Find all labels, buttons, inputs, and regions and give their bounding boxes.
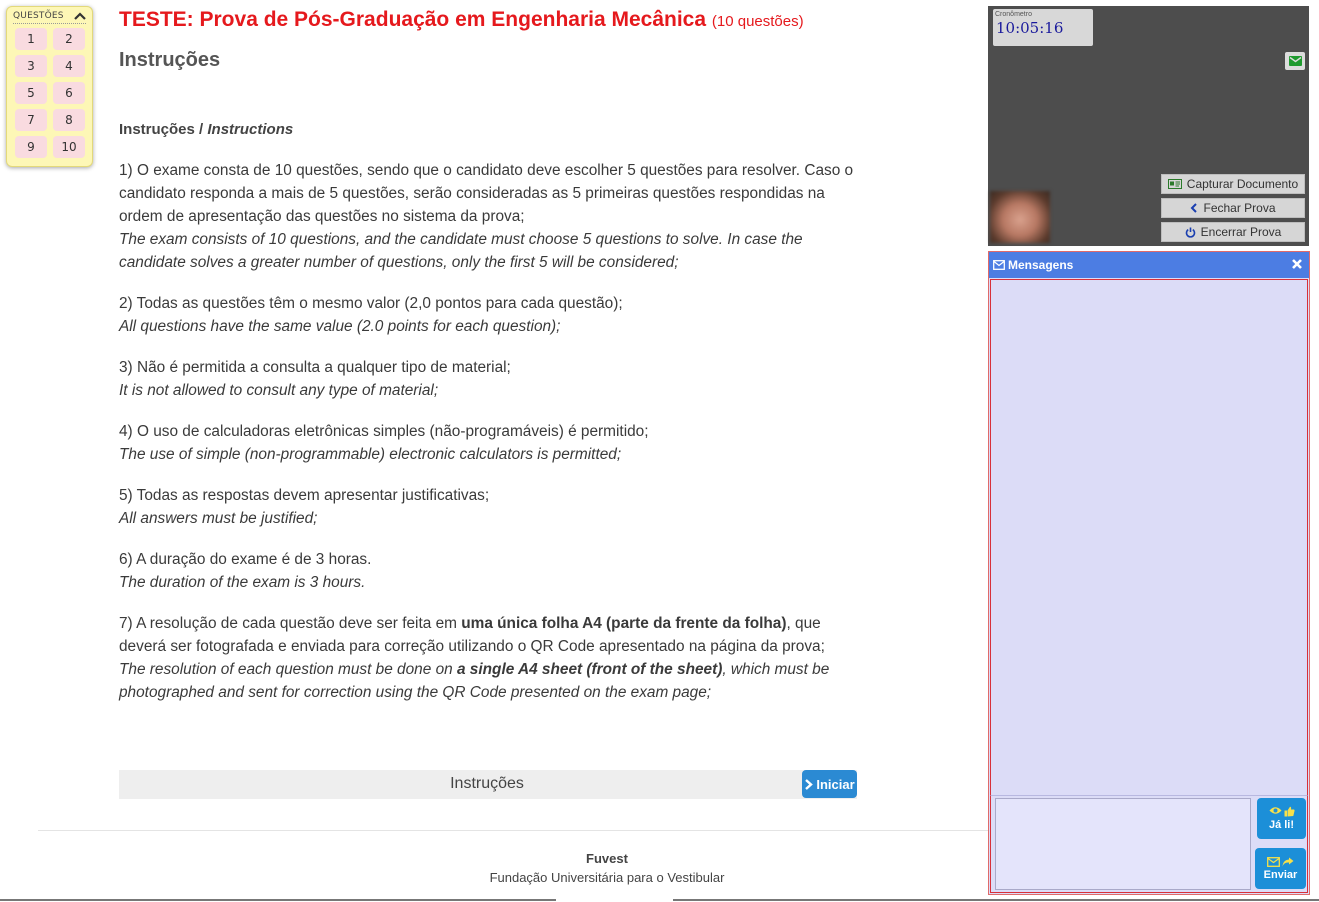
messages-list[interactable] (990, 279, 1308, 795)
navbar-label: Instruções (450, 775, 524, 792)
id-card-icon (1168, 179, 1182, 189)
page-title (119, 8, 859, 32)
rule-item (119, 356, 859, 402)
question-button-9[interactable]: 9 (15, 136, 47, 158)
rules-list (119, 159, 859, 704)
share-icon (1282, 857, 1294, 867)
end-exam-button[interactable] (1161, 222, 1305, 242)
message-input[interactable] (995, 798, 1251, 890)
rule-text-en: The exam consists of 10 questions, and the candidate must choose 5 questions to solve. In case the candidate solves a greater number of questions, only the first 5 will be considered; (119, 231, 803, 271)
start-button[interactable] (802, 770, 857, 798)
rule7-pt-before: 7) A resolução de cada questão deve ser feita em (119, 615, 462, 632)
close-exam-label: Fechar Prova (1203, 201, 1276, 215)
question-button-6[interactable]: 6 (53, 82, 85, 104)
rule-text-pt: 5) Todas as respostas devem apresentar justificativas; (119, 487, 490, 504)
rule7-en-after: , which must be photographed and sent for correction using the QR Code presented on the exam page; (119, 661, 830, 701)
messages-header (989, 252, 1309, 278)
messages-panel (988, 251, 1310, 895)
close-icon[interactable] (1291, 257, 1303, 271)
rule-text-en: The use of simple (non-programmable) electronic calculators is permitted; (119, 446, 622, 463)
bottom-border-left (0, 899, 556, 901)
rule-text-pt: 4) O uso de calculadoras eletrônicas simples (não-programáveis) é permitido; (119, 423, 649, 440)
instructions-heading (119, 121, 859, 138)
rule7-en-before: The resolution of each question must be done on (119, 661, 457, 678)
timer-value: 10:05:16 (996, 19, 1064, 37)
footer (440, 851, 774, 885)
envelope-outline-icon (993, 260, 1005, 270)
rule-text-pt (119, 615, 825, 655)
rule-text-en: The duration of the exam is 3 hours. (119, 574, 366, 591)
rule-item (119, 292, 859, 338)
proctor-panel (988, 6, 1309, 246)
footer-org: Fuvest (586, 851, 628, 866)
rule-text-pt: 2) Todas as questões têm o mesmo valor (2,0 pontos para cada questão); (119, 295, 623, 312)
rule-item (119, 159, 859, 274)
start-button-label: Iniciar (816, 776, 855, 792)
instructions-heading-pt: Instruções / (119, 121, 204, 138)
question-button-7[interactable]: 7 (15, 109, 47, 131)
exam-title: TESTE: Prova de Pós-Graduação em Engenharia Mecânica (119, 8, 707, 31)
rule-item (119, 484, 859, 530)
rule-text-en: All answers must be justified; (119, 510, 318, 527)
question-grid (13, 28, 86, 158)
question-navbar (119, 770, 857, 799)
envelope-icon (1289, 56, 1302, 66)
question-button-10[interactable]: 10 (53, 136, 85, 158)
rule-text-en: It is not allowed to consult any type of material; (119, 382, 439, 399)
question-button-4[interactable]: 4 (53, 55, 85, 77)
webcam-avatar (990, 191, 1050, 243)
rule-text-pt: 1) O exame consta de 10 questões, sendo que o candidato deve escolher 5 questões para resolver. Caso o candidato responda a mais de 5 questões, serão consideradas as 5 primeiras questões respondidas na ordem de apresentação das questões no sistema da prova; (119, 162, 854, 225)
question-navigator-title: QUESTÕES (13, 11, 64, 21)
chevron-up-icon[interactable] (74, 11, 86, 21)
end-exam-label: Encerrar Prova (1200, 225, 1282, 239)
question-button-8[interactable]: 8 (53, 109, 85, 131)
question-count: (10 questões) (711, 13, 804, 30)
rule-item (119, 420, 859, 466)
power-icon (1185, 227, 1196, 238)
question-navigator-header (13, 11, 86, 24)
instructions-heading-en: Instructions (207, 121, 294, 138)
messages-compose (990, 795, 1308, 893)
rule7-en-bold: a single A4 sheet (front of the sheet) (456, 661, 723, 678)
rule7-pt-after: , que deverá ser fotografada e enviada para correção utilizando o QR Code apresentado na página da prova; (119, 615, 825, 655)
question-button-1[interactable]: 1 (15, 28, 47, 50)
capture-document-label: Capturar Documento (1186, 177, 1299, 191)
question-button-5[interactable]: 5 (15, 82, 47, 104)
rule7-pt-bold: uma única folha A4 (parte da frente da folha) (461, 615, 787, 632)
rule-text-pt: 3) Não é permitida a consulta a qualquer tipo de material; (119, 359, 511, 376)
send-button[interactable] (1255, 848, 1306, 889)
footer-divider (38, 830, 988, 831)
section-title: Instruções (119, 49, 221, 71)
bottom-border-right (673, 899, 1319, 901)
envelope-outline-icon (1267, 857, 1280, 867)
mail-notify-button[interactable] (1285, 52, 1305, 70)
close-exam-button[interactable] (1161, 198, 1305, 218)
capture-document-button[interactable] (1161, 174, 1305, 194)
messages-title: Mensagens (1008, 258, 1074, 272)
timer (993, 9, 1093, 46)
rule-text-en (119, 658, 859, 704)
question-button-2[interactable]: 2 (53, 28, 85, 50)
chevron-right-icon (804, 779, 813, 790)
read-button[interactable] (1257, 798, 1306, 839)
exam-content (119, 8, 859, 722)
question-button-3[interactable]: 3 (15, 55, 47, 77)
question-navigator (6, 6, 93, 167)
rule-text-en: All questions have the same value (2.0 points for each question); (119, 318, 561, 335)
send-button-label: Enviar (1263, 868, 1298, 881)
rule-item (119, 548, 859, 594)
chevron-left-icon (1190, 203, 1198, 213)
footer-subtitle: Fundação Universitária para o Vestibular (489, 870, 725, 885)
read-button-label: Já li! (1268, 819, 1295, 831)
thumbs-up-icon (1284, 806, 1295, 817)
rule-item-7 (119, 612, 859, 704)
eye-icon (1269, 806, 1282, 815)
rule-text-pt: 6) A duração do exame é de 3 horas. (119, 551, 372, 568)
timer-label: Cronômetro (995, 11, 1032, 18)
